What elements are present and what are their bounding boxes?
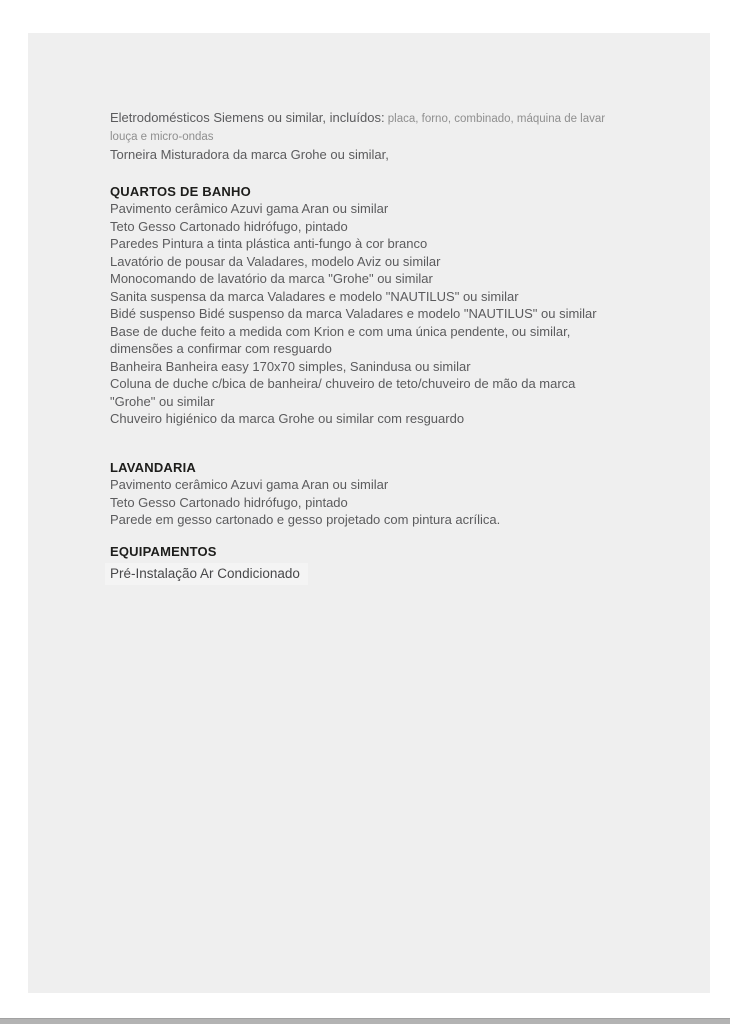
spec-line: Pavimento cerâmico Azuvi gama Aran ou similar bbox=[110, 201, 389, 216]
highlighted-line: Pré-Instalação Ar Condicionado bbox=[105, 563, 308, 585]
section-heading: EQUIPAMENTOS bbox=[110, 543, 217, 559]
sections-container bbox=[110, 183, 670, 586]
document-page bbox=[28, 33, 710, 993]
spec-line: Coluna de duche c/bica de banheira/ chuveiro de teto/chuveiro de mão da marca bbox=[110, 376, 576, 391]
spec-line-muted-text: placa, forno, combinado, máquina de lavar bbox=[384, 113, 606, 125]
section-heading: QUARTOS DE BANHO bbox=[110, 183, 251, 199]
spec-line: Pavimento cerâmico Azuvi gama Aran ou similar bbox=[110, 477, 389, 492]
spec-line bbox=[110, 109, 670, 129]
intro-paragraph bbox=[110, 109, 670, 164]
spec-line: louça e micro-ondas bbox=[110, 130, 214, 143]
spec-line: Monocomando de lavatório da marca "Grohe" ou similar bbox=[110, 271, 433, 286]
highlighted-line-row bbox=[110, 563, 670, 585]
spec-line: "Grohe" ou similar bbox=[110, 393, 215, 409]
spec-line: Base de duche feito a medida com Krion e com uma única pendente, ou similar, bbox=[110, 323, 571, 339]
section-heading: LAVANDARIA bbox=[110, 459, 197, 475]
spec-line: Torneira Misturadora da marca Grohe ou similar, bbox=[110, 147, 389, 162]
section-equipamentos bbox=[110, 543, 670, 586]
spec-line: Teto Gesso Cartonado hidrófugo, pintado bbox=[110, 218, 348, 234]
spec-line: dimensões a confirmar com resguardo bbox=[110, 341, 332, 356]
section-lavandaria bbox=[110, 459, 670, 529]
section-quartos-de-banho bbox=[110, 183, 670, 428]
spec-line: Teto Gesso Cartonado hidrófugo, pintado bbox=[110, 494, 348, 510]
spec-line: Bidé suspenso Bidé suspenso da marca Valadares e modelo "NAUTILUS" ou similar bbox=[110, 306, 597, 321]
spec-line: Banheira Banheira easy 170x70 simples, Sanindusa ou similar bbox=[110, 358, 471, 374]
spec-line: Sanita suspensa da marca Valadares e modelo "NAUTILUS" ou similar bbox=[110, 288, 519, 304]
spec-line: Paredes Pintura a tinta plástica anti-fungo à cor branco bbox=[110, 236, 428, 251]
spec-line: Chuveiro higiénico da marca Grohe ou similar com resguardo bbox=[110, 411, 465, 426]
spec-line-main-text: Eletrodomésticos Siemens ou similar, incluídos: bbox=[110, 110, 385, 125]
spec-line: Lavatório de pousar da Valadares, modelo Aviz ou similar bbox=[110, 253, 441, 269]
page-content bbox=[110, 109, 670, 585]
bottom-divider-bar bbox=[0, 1018, 730, 1024]
spec-line: Parede em gesso cartonado e gesso projetado com pintura acrílica. bbox=[110, 512, 501, 527]
